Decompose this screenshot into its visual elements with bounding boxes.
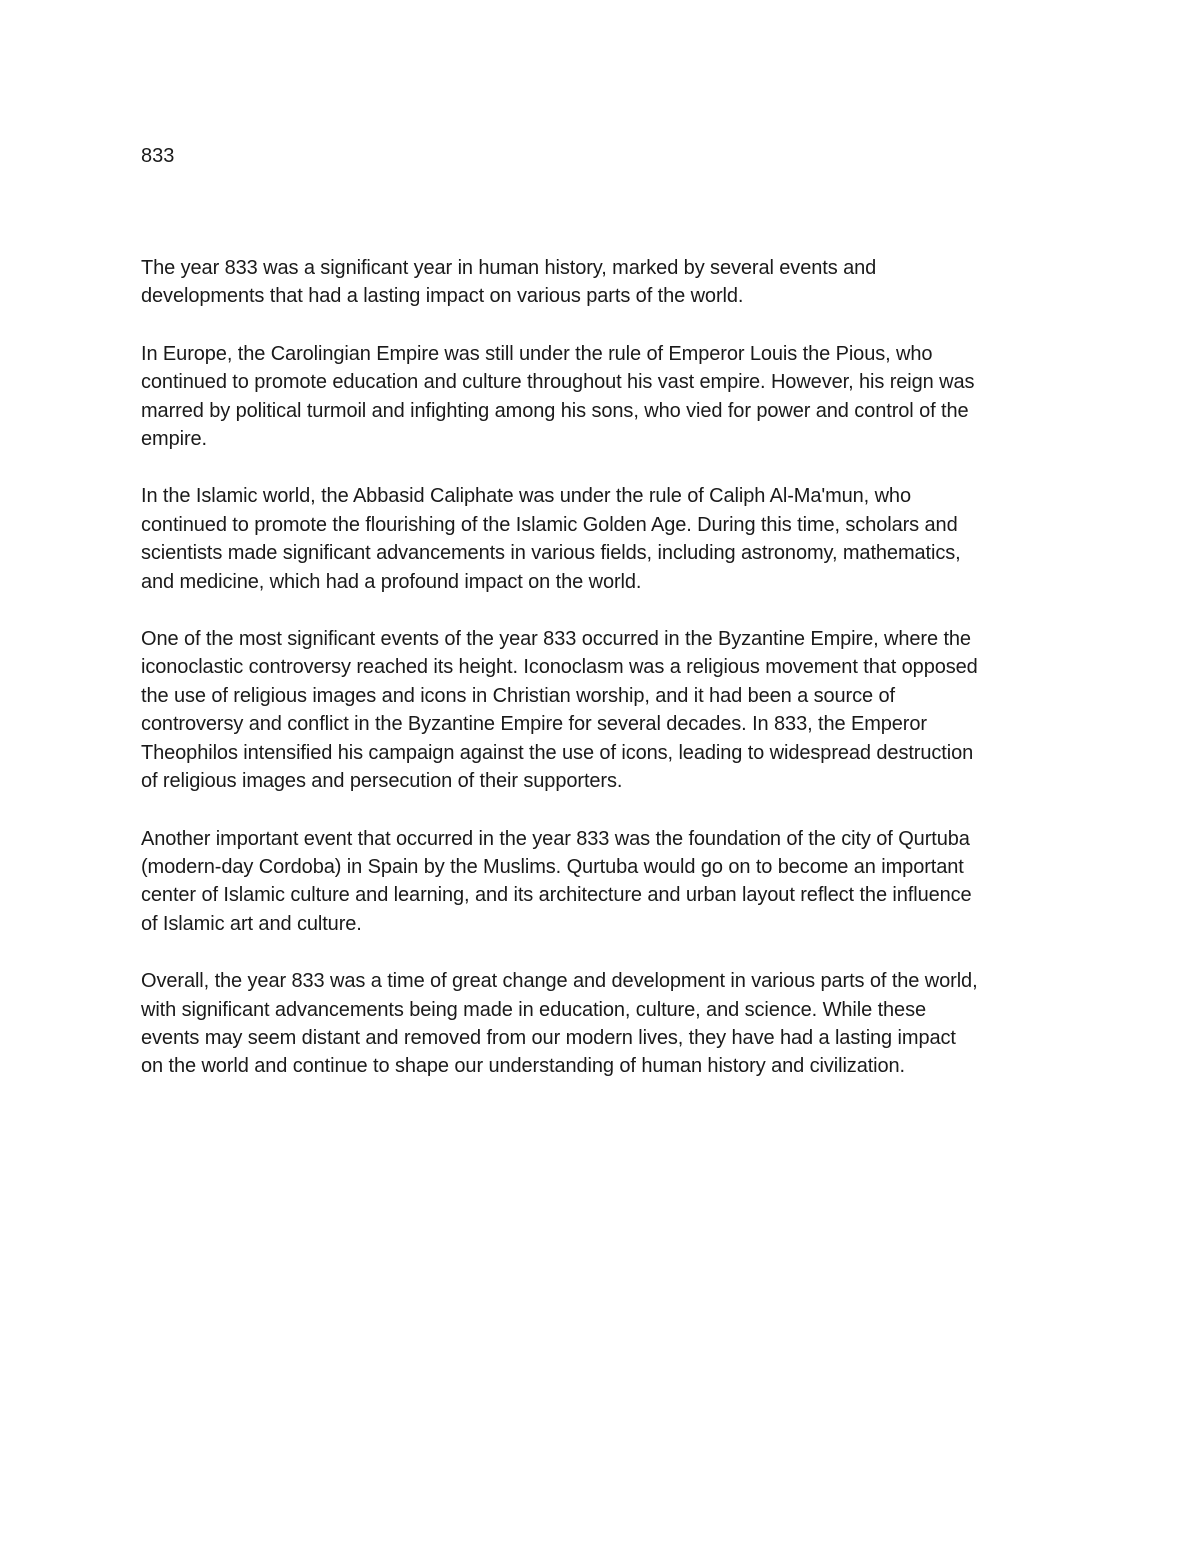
text-line: In Europe, the Carolingian Empire was still under the rule of Emperor Louis the Pious, who (141, 342, 933, 365)
paragraph-2 (141, 340, 1071, 454)
text-line: of Islamic art and culture. (141, 912, 362, 935)
paragraph-4 (141, 625, 1071, 795)
text-line: Overall, the year 833 was a time of great change and development in various parts of the world, (141, 970, 978, 993)
text-line: scientists made significant advancements in various fields, including astronomy, mathematics, (141, 542, 961, 565)
paragraph-6 (141, 967, 1071, 1081)
text-line: Theophilos intensified his campaign against the use of icons, leading to widespread destruction (141, 741, 974, 764)
text-line: Another important event that occurred in the year 833 was the foundation of the city of Qurtuba (141, 827, 970, 850)
text-line: The year 833 was a significant year in human history, marked by several events and (141, 257, 877, 279)
paragraph-5 (141, 825, 1071, 939)
text-line: developments that had a lasting impact on various parts of the world. (141, 285, 744, 308)
text-line: events may seem distant and removed from our modern lives, they have had a lasting impact (141, 1026, 956, 1049)
paragraph-1 (141, 254, 1071, 311)
text-line: In the Islamic world, the Abbasid Caliphate was under the rule of Caliph Al-Ma'mun, who (141, 485, 911, 508)
text-line: and medicine, which had a profound impact on the world. (141, 570, 642, 593)
text-line: empire. (141, 428, 207, 451)
text-line: center of Islamic culture and learning, and its architecture and urban layout reflect the influence (141, 884, 972, 907)
text-line: iconoclastic controversy reached its height. Iconoclasm was a religious movement that opposed (141, 656, 978, 679)
text-line: One of the most significant events of the year 833 occurred in the Byzantine Empire, where the (141, 628, 971, 651)
paragraph-3 (141, 482, 1071, 596)
text-line: (modern-day Cordoba) in Spain by the Muslims. Qurtuba would go on to become an important (141, 855, 964, 878)
document-body (141, 254, 1071, 1110)
text-line: continued to promote the flourishing of the Islamic Golden Age. During this time, scholars and (141, 513, 958, 536)
text-line: continued to promote education and culture throughout his vast empire. However, his reign was (141, 371, 975, 394)
document-title: 833 (141, 145, 175, 167)
text-line: marred by political turmoil and infighting among his sons, who vied for power and control of the (141, 399, 969, 422)
text-line: controversy and conflict in the Byzantine Empire for several decades. In 833, the Emperor (141, 713, 927, 736)
text-line: of religious images and persecution of their supporters. (141, 770, 623, 793)
text-line: the use of religious images and icons in Christian worship, and it had been a source of (141, 684, 895, 707)
text-line: with significant advancements being made in education, culture, and science. While these (141, 998, 926, 1021)
text-line: on the world and continue to shape our understanding of human history and civilization. (141, 1055, 906, 1078)
